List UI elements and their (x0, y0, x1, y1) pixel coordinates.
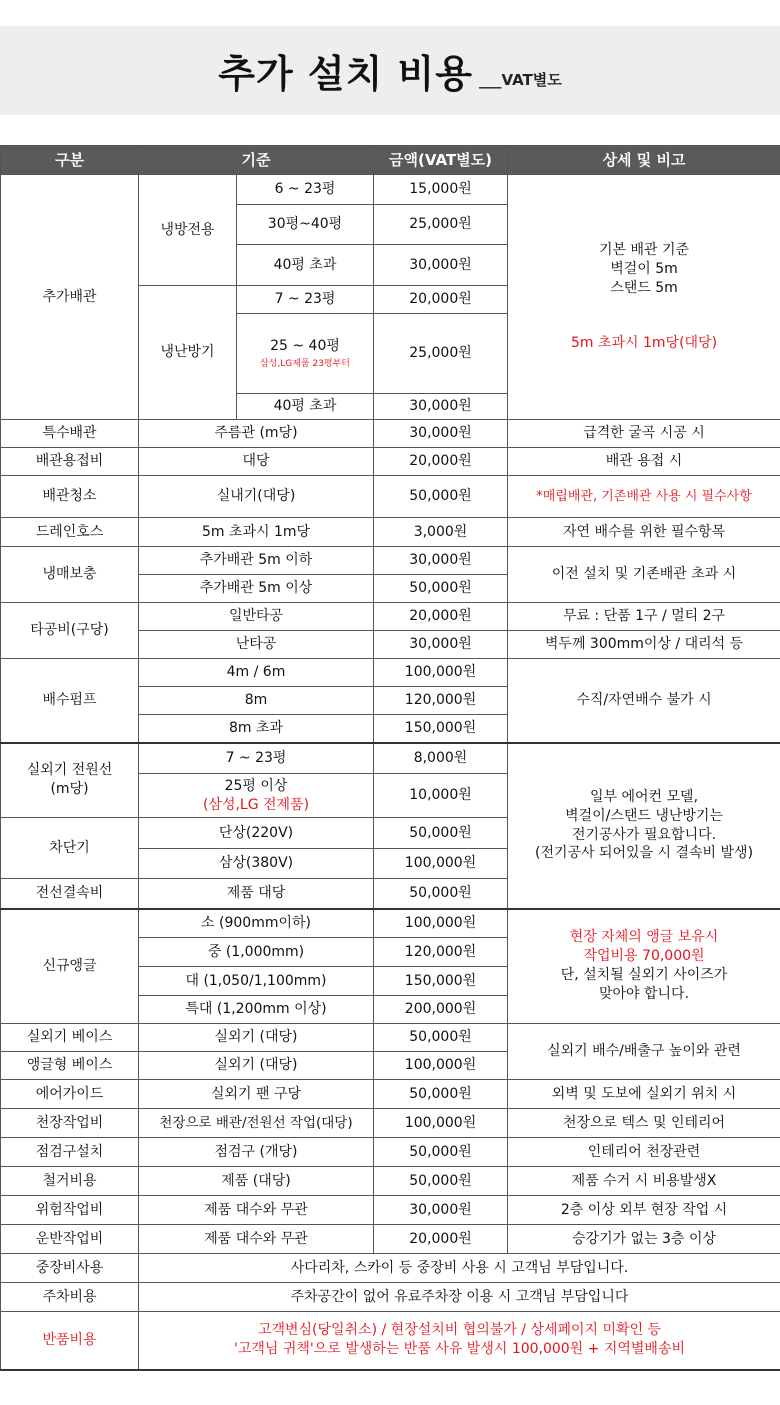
price-cell: 100,000원 (374, 1109, 508, 1138)
price-cell: 30,000원 (374, 245, 508, 286)
remark-line: 벽걸이/스탠드 냉난방기는 (565, 807, 723, 824)
criterion-cell: 7 ~ 23평 (237, 286, 374, 314)
price-cell: 25,000원 (374, 314, 508, 394)
table-row (1, 1138, 780, 1167)
category-cell: 배관용접비 (1, 448, 139, 476)
table-row (1, 1167, 780, 1196)
remark-cell: 배관 용접 시 (508, 448, 780, 476)
remark-cell: 무료 : 단품 1구 / 멀티 2구 (508, 603, 780, 631)
criterion-cell: 제품 대수와 무관 (139, 1225, 374, 1254)
price-cell: 25,000원 (374, 205, 508, 245)
title-banner (0, 26, 780, 115)
table-row (1, 547, 780, 575)
criterion-cell (237, 314, 374, 394)
category-cell: 타공비(구당) (1, 603, 139, 659)
remark-red-line: 현장 자체의 앵글 보유시 (569, 929, 719, 946)
table-row (1, 175, 780, 205)
category-cell: 냉매보충 (1, 547, 139, 603)
criterion-text: 25평 이상 (224, 777, 288, 794)
remark-cell: 천장으로 텍스 및 인테리어 (508, 1109, 780, 1138)
criterion-cell: 난타공 (139, 631, 374, 659)
price-cell: 3,000원 (374, 518, 508, 547)
remark-cell: 제품 수거 시 비용발생X (508, 1167, 780, 1196)
price-cell: 100,000원 (374, 909, 508, 938)
remark-cell: 2층 이상 외부 현장 작업 시 (508, 1196, 780, 1225)
price-cell: 30,000원 (374, 420, 508, 448)
category-cell: 실외기 베이스 (1, 1024, 139, 1052)
price-cell: 120,000원 (374, 938, 508, 967)
category-cell: 배수펌프 (1, 659, 139, 743)
page-title: 추가 설치 비용 (218, 52, 473, 96)
category-cell: 위험작업비 (1, 1196, 139, 1225)
price-cell: 30,000원 (374, 631, 508, 659)
criterion-cell: 실외기 (대당) (139, 1024, 374, 1052)
criterion-cell: 제품 대수와 무관 (139, 1196, 374, 1225)
price-cell: 20,000원 (374, 1225, 508, 1254)
extra-piping-remark (508, 175, 780, 420)
table-row (1, 1080, 780, 1109)
installation-fee-table (0, 145, 780, 1371)
criterion-cell: 소 (900mm이하) (139, 909, 374, 938)
price-cell: 50,000원 (374, 1138, 508, 1167)
criterion-text: 25 ~ 40평 (270, 337, 340, 354)
table-row (1, 420, 780, 448)
price-cell: 100,000원 (374, 849, 508, 879)
price-cell: 20,000원 (374, 448, 508, 476)
page-subtitle: ___VAT별도 (478, 71, 562, 89)
table-row (1, 1024, 780, 1052)
category-cell: 앵글형 베이스 (1, 1052, 139, 1080)
criterion-cell: 단상(220V) (139, 818, 374, 849)
table-row (1, 1196, 780, 1225)
criterion-cell: 추가배관 5m 이상 (139, 575, 374, 603)
remark-line: (전기공사 되어있을 시 결속비 발생) (534, 845, 754, 862)
price-cell: 30,000원 (374, 394, 508, 420)
criterion-cell: 주름관 (m당) (139, 420, 374, 448)
category-cell: 에어가이드 (1, 1080, 139, 1109)
angle-remark-cell (508, 909, 780, 1024)
criterion-cell: 7 ~ 23평 (139, 743, 374, 774)
price-cell: 120,000원 (374, 687, 508, 715)
table-row (1, 448, 780, 476)
price-cell: 10,000원 (374, 774, 508, 818)
electrical-remark-cell (508, 743, 780, 909)
remark-cell: 수직/자연배수 불가 시 (508, 659, 780, 743)
remark-red-line: 작업비용 70,000원 (583, 948, 705, 965)
criterion-cell: 40평 초과 (237, 394, 374, 420)
criterion-cell: 특대 (1,200mm 이상) (139, 996, 374, 1024)
category-cell: 운반작업비 (1, 1225, 139, 1254)
price-cell: 150,000원 (374, 967, 508, 996)
header-remark: 상세 및 비고 (508, 146, 780, 175)
notice-cell: 사다리차, 스카이 등 중장비 사용 시 고객님 부담입니다. (139, 1254, 780, 1283)
header-criterion: 기준 (139, 146, 374, 175)
category-cell: 주차비용 (1, 1283, 139, 1312)
price-cell: 20,000원 (374, 603, 508, 631)
return-line: '고객님 귀책'으로 발생하는 반품 사유 발생시 100,000원 + 지역별배송비 (233, 1341, 686, 1358)
return-line: 고객변심(당일취소) / 현장설치비 협의불가 / 상세페이지 미확인 등 (257, 1322, 662, 1339)
price-cell: 50,000원 (374, 1024, 508, 1052)
extra-piping-label: 추가배관 (1, 175, 139, 420)
price-cell: 50,000원 (374, 879, 508, 909)
criterion-note: 삼성,LG제품 23평부터 (259, 358, 351, 369)
category-line: 실외기 전원선 (26, 762, 113, 779)
header-price: 금액(VAT별도) (374, 146, 508, 175)
criterion-cell: 8m 초과 (139, 715, 374, 743)
category-cell: 배관청소 (1, 476, 139, 518)
category-cell: 특수배관 (1, 420, 139, 448)
remark-line: 단, 설치될 실외기 사이즈가 (560, 967, 728, 984)
table-row (1, 1225, 780, 1254)
criterion-cell: 8m (139, 687, 374, 715)
price-cell: 20,000원 (374, 286, 508, 314)
category-line: (m당) (50, 781, 89, 798)
criterion-cell: 천장으로 배관/전원선 작업(대당) (139, 1109, 374, 1138)
criterion-cell: 40평 초과 (237, 245, 374, 286)
criterion-cell: 실외기 팬 구당 (139, 1080, 374, 1109)
notice-cell: 주차공간이 없어 유료주차장 이용 시 고객님 부담입니다 (139, 1283, 780, 1312)
price-cell: 50,000원 (374, 1080, 508, 1109)
table-row (1, 1254, 780, 1283)
cooling-only-label: 냉방전용 (139, 175, 237, 286)
table-header-row (1, 146, 780, 175)
category-cell: 중장비사용 (1, 1254, 139, 1283)
category-cell: 천장작업비 (1, 1109, 139, 1138)
table-row (1, 476, 780, 518)
remark-cell: 자연 배수를 위한 필수항목 (508, 518, 780, 547)
category-cell: 반품비용 (1, 1312, 139, 1370)
category-cell: 철거비용 (1, 1167, 139, 1196)
price-cell: 50,000원 (374, 476, 508, 518)
remark-cell: 이전 설치 및 기존배관 초과 시 (508, 547, 780, 603)
price-cell: 15,000원 (374, 175, 508, 205)
criterion-cell: 대 (1,050/1,100mm) (139, 967, 374, 996)
category-cell: 차단기 (1, 818, 139, 879)
criterion-cell: 대당 (139, 448, 374, 476)
criterion-cell: 점검구 (개당) (139, 1138, 374, 1167)
table-row (1, 518, 780, 547)
criterion-cell: 5m 초과시 1m당 (139, 518, 374, 547)
criterion-cell: 6 ~ 23평 (237, 175, 374, 205)
table-row (1, 1283, 780, 1312)
category-cell: 점검구설치 (1, 1138, 139, 1167)
remark-line: 맞아야 합니다. (598, 986, 690, 1003)
return-notice-cell (139, 1312, 780, 1370)
criterion-cell: 실내기(대당) (139, 476, 374, 518)
criterion-cell: 일반타공 (139, 603, 374, 631)
remark-line: 스탠드 5m (610, 280, 678, 296)
criterion-cell: 4m / 6m (139, 659, 374, 687)
remark-cell: 벽두께 300mm이상 / 대리석 등 (508, 631, 780, 659)
remark-cell: 급격한 굴곡 시공 시 (508, 420, 780, 448)
price-cell: 150,000원 (374, 715, 508, 743)
criterion-cell (139, 774, 374, 818)
criterion-cell: 중 (1,000mm) (139, 938, 374, 967)
category-cell: 신규앵글 (1, 909, 139, 1024)
price-cell: 50,000원 (374, 575, 508, 603)
table-row (1, 1109, 780, 1138)
criterion-cell: 실외기 (대당) (139, 1052, 374, 1080)
remark-line: 기본 배관 기준 (598, 242, 690, 259)
criterion-cell: 제품 대당 (139, 879, 374, 909)
price-cell: 50,000원 (374, 818, 508, 849)
table-row (1, 1312, 780, 1370)
remark-cell: *매립배관, 기존배관 사용 시 필수사항 (508, 476, 780, 518)
category-cell (1, 743, 139, 818)
price-cell: 8,000원 (374, 743, 508, 774)
remark-red-line: 5m 초과시 1m당(대당) (570, 334, 718, 351)
criterion-cell: 추가배관 5m 이하 (139, 547, 374, 575)
remark-cell: 승강기가 없는 3층 이상 (508, 1225, 780, 1254)
category-cell: 드레인호스 (1, 518, 139, 547)
remark-line: 일부 에어컨 모델, (590, 788, 699, 805)
criterion-cell: 30평~40평 (237, 205, 374, 245)
header-category: 구분 (1, 146, 139, 175)
price-cell: 100,000원 (374, 1052, 508, 1080)
remark-line: 전기공사가 필요합니다. (571, 826, 717, 843)
price-cell: 200,000원 (374, 996, 508, 1024)
criterion-note: (삼성,LG 전제품) (202, 796, 310, 813)
heating-cooling-label: 냉난방기 (139, 286, 237, 420)
price-cell: 30,000원 (374, 547, 508, 575)
remark-cell: 외벽 및 도보에 실외기 위치 시 (508, 1080, 780, 1109)
remark-line: 벽걸이 5m (610, 261, 678, 278)
category-cell: 전선결속비 (1, 879, 139, 909)
table-row (1, 659, 780, 687)
price-cell: 50,000원 (374, 1167, 508, 1196)
table-row (1, 743, 780, 774)
criterion-cell: 삼상(380V) (139, 849, 374, 879)
remark-cell: 인테리어 천장관련 (508, 1138, 780, 1167)
price-cell: 30,000원 (374, 1196, 508, 1225)
price-cell: 100,000원 (374, 659, 508, 687)
remark-cell: 실외기 배수/배출구 높이와 관련 (508, 1024, 780, 1080)
table-row (1, 909, 780, 938)
criterion-cell: 제품 (대당) (139, 1167, 374, 1196)
table-row (1, 603, 780, 631)
